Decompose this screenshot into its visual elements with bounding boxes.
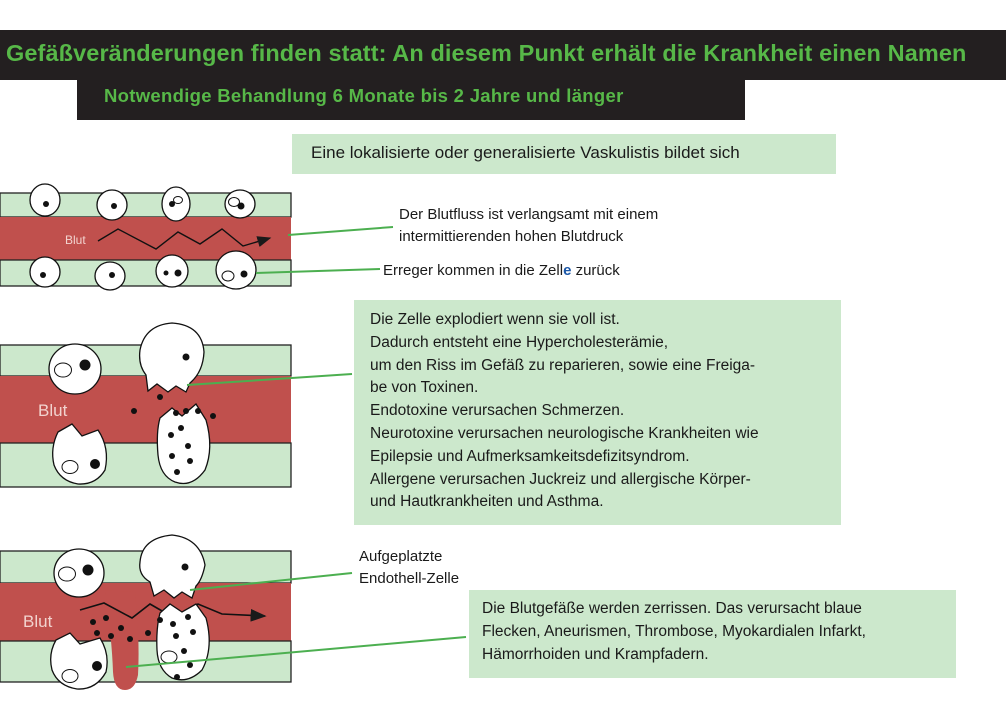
endothelial-cell [30,257,60,287]
page-title: Gefäßveränderungen finden statt: An diesem Punkt erhält die Krankheit einen Namen [6,40,967,66]
vacuole [62,461,78,474]
stage1-blood-label: Blut [65,233,86,247]
box-line: Die Blutgefäße werden zerrissen. Das verursacht blaue [482,600,862,617]
box-line: um den Riss im Gefäß zu reparieren, sowie eine Freiga- [370,356,756,374]
endothelial-cell [225,190,255,218]
stage1-flow-pointer [288,227,393,235]
endothelial-cell [95,262,125,290]
endothelial-cell [216,251,256,289]
pathogen-text-highlight: e [563,262,572,279]
nucleus [92,661,102,671]
note-line: Aufgeplatzte [359,548,443,565]
pathogen-text-start: Erreger kommen in die Zell [383,262,564,279]
pathogen-text-end: zurück [571,262,620,279]
note-line: Endothell-Zelle [359,569,460,587]
vacuole [161,651,177,663]
box-line: Epilepsie und Aufmerksamkeitsdefizitsyndrom. [370,447,690,465]
burst-cell-lower [157,404,209,484]
stage2-wall-bottom [0,443,291,487]
stage2-blood-label: Blut [38,401,68,420]
page-subtitle: Notwendige Behandlung 6 Monate bis 2 Jahre und länger [104,85,624,106]
endothelial-cell [54,549,104,597]
pathogen-note [383,260,620,282]
box-line: Neurotoxine verursachen neurologische Krankheiten wie [370,424,759,442]
cell-explosion-box [354,300,841,525]
endothelial-cell [97,190,127,220]
box-line: Flecken, Aneurismen, Thrombose, Myokardialen Infarkt, [482,622,866,640]
box-line: und Hautkrankheiten und Asthma. [370,493,604,511]
box-line: Endotoxine verursachen Schmerzen. [370,402,625,420]
nucleus [90,459,100,469]
note-line: intermittierenden hohen Blutdruck [399,227,624,245]
box-line: be von Toxinen. [370,379,479,397]
vasculitis-text: Eine lokalisierte oder generalisierte Vaskulistis bildet sich [311,143,740,162]
stage3-vessel [0,535,291,690]
endothelial-cell [49,344,101,394]
stage1-vessel [0,184,291,290]
torn-cell [53,424,107,484]
box-line: Dadurch entsteht eine Hypercholesterämie, [370,333,669,351]
stage3-blood-label: Blut [23,612,53,631]
endothelial-cell [156,255,188,287]
note-line: Der Blutfluss ist verlangsamt mit einem [399,206,659,223]
nucleus [183,354,190,361]
nucleus [182,564,189,571]
endothelial-cell [162,187,190,221]
burst-cell-lower [157,604,209,680]
burst-cell-label [359,546,459,589]
vacuole [62,670,78,683]
box-line: Die Zelle explodiert wenn sie voll ist. [370,311,620,328]
stage2-vessel [0,323,291,487]
blood-flow-note [399,204,658,247]
endothelial-cell [30,184,60,216]
box-line: Allergene verursachen Juckreiz und allergische Körper- [370,470,751,488]
vessel-rupture-box [469,590,956,678]
box-line: Hämorrhoiden und Krampfadern. [482,645,709,663]
stage3-wall-bottom [0,641,291,682]
